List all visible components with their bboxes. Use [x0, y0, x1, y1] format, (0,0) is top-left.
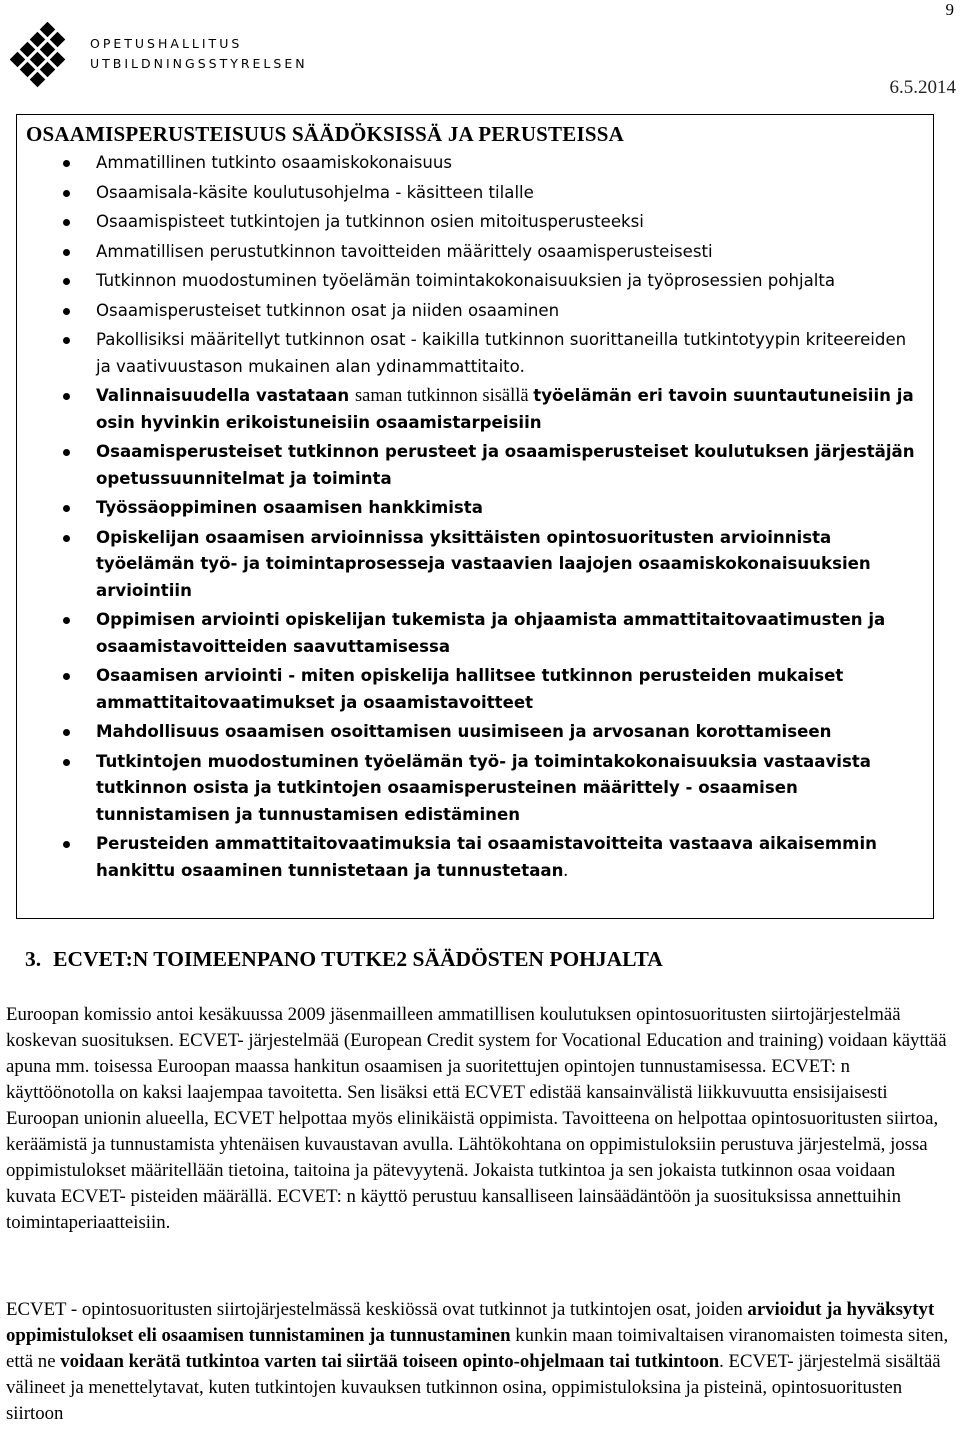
list-item: [26, 439, 919, 492]
section-title: ECVET:N TOIMEENPANO TUTKE2 SÄÄDÖSTEN POHJALTA: [53, 947, 663, 971]
text-run: Valinnaisuudella vastataan: [96, 386, 355, 405]
text-run: Perusteiden ammattitaitovaatimuksia tai osaamistavoitteita vastaava aikaisemmin hankittu osaaminen tunnistetaan ja tunnustetaan: [96, 834, 877, 880]
page-number: 9: [945, 0, 954, 19]
text-run: Ammatillinen tutkinto osaamiskokonaisuus: [96, 153, 453, 172]
text-run: Mahdollisuus osaamisen osoittamisen uusimiseen ja arvosanan korottamiseen: [96, 722, 832, 741]
text-run: Osaamisperusteiset tutkinnon osat ja niiden osaaminen: [96, 300, 560, 320]
organization-name: [90, 34, 308, 74]
text-run: Opiskelijan osaamisen arvioinnissa yksittäisten opintosuoritusten arvioinnista työelämän työ- ja toimintaprosesseja vastaavien laajojen osaamiskokonaisuuksien arviointiin: [96, 527, 871, 600]
list-item: [26, 831, 919, 884]
text-run: työelämän eri tavoin suuntautuneisiin ja osin hyvinkin erikoistuneisiin osaamistarpeisiin: [96, 386, 914, 432]
text-run: Osaamisala-käsite koulutusohjelma - käsitteen tilalle: [96, 182, 534, 202]
list-item: [26, 719, 919, 746]
list-item: [26, 239, 919, 266]
list-item: [26, 749, 919, 829]
text-run: kunkin maan toimivaltaisen viranomaisten toimesta siten, että ne: [6, 1325, 949, 1372]
list-item: [26, 383, 919, 436]
text-run: Osaamispisteet tutkintojen ja tutkinnon osien mitoitusperusteeksi: [96, 212, 644, 231]
text-run: Pakollisiksi määritellyt tutkinnon osat - kaikilla tutkinnon suorittaneilla tutkintotyypin kriteereiden ja vaativuustason mukainen alan ydinammattitaito: [96, 330, 907, 376]
list-item: [26, 525, 919, 605]
bullet-list: [26, 150, 919, 884]
section-heading: [25, 947, 663, 972]
list-item: [26, 298, 919, 325]
list-item: [26, 663, 919, 716]
text-run: voidaan kerätä tutkintoa varten tai siirtää toiseen opinto-ohjelmaan tai tutkintoon: [60, 1351, 720, 1372]
text-run: Tutkinnon muodostuminen työelämän toimintakokonaisuuksien ja työprosessien pohjalta: [96, 271, 836, 290]
org-name-swedish: UTBILDNINGSSTYRELSEN: [90, 56, 308, 71]
text-run: Oppimisen arviointi opiskelijan tukemista ja ohjaamista ammattitaitovaatimusten ja osaamistavoitteiden saavuttamisessa: [96, 610, 886, 656]
text-run: ECVET - opintosuoritusten siirtojärjestelmässä keskiössä ovat tutkinnot ja tutkintojen osat, joiden: [6, 1299, 748, 1320]
list-item: [26, 209, 919, 236]
section-number: 3.: [25, 947, 42, 971]
list-item: [26, 268, 919, 295]
document-date: 6.5.2014: [889, 77, 956, 98]
text-run: Ammatillisen perustutkinnon tavoitteiden määrittely osaamisperusteisesti: [96, 241, 713, 261]
text-run: Työssäoppiminen osaamisen hankkimista: [96, 498, 483, 517]
org-name-finnish: OPETUSHALLITUS: [90, 36, 243, 51]
text-run: .: [519, 356, 525, 377]
text-run: .: [563, 860, 569, 881]
paragraph-ecvet-system: [6, 1297, 950, 1427]
text-run: Osaamisperusteiset tutkinnon perusteet ja osaamisperusteiset koulutuksen järjestäjän opetussuunnitelmat ja toiminta: [96, 442, 915, 488]
list-item: [26, 180, 919, 207]
paragraph-ecvet-intro: [6, 1002, 950, 1236]
text-run: Osaamisen arviointi - miten opiskelija hallitsee tutkinnon perusteiden mukaiset ammattitaitovaatimukset ja osaamistavoitteet: [96, 666, 844, 712]
text-run: Euroopan komissio antoi kesäkuussa 2009 jäsenmailleen ammatillisen koulutuksen opintosuoritusten siirtojärjestelmää koskevan suosituksen. ECVET- järjestelmää (European Credit system for Vocational Education and training) voidaan käyttää apuna mm. toisessa Euroopan maassa hankitun osaamisen ja suoritettujen opintojen tunnustamisessa. ECVET: n käyttöönotolla on kaksi laajempaa tavoitetta. Sen lisäksi että ECVET edistää kansainvälistä liikkuvuutta ensisijaisesti Euroopan unionin alueella, ECVET helpottaa myös elinikäistä oppimista. Tavoitteena on helpottaa opintosuoritusten siirtoa, keräämistä ja tunnustamista yhtenäisen kuvaustavan avulla. Lähtökohtana on oppimistuloksiin perustuva järjestelmä, jossa oppimistulokset määritellään tietoina, taitoina ja pätevyytenä. Jokaista tutkintoa ja sen jokaista tutkinnon osaa voidaan kuvata ECVET- pisteiden määrällä. ECVET: n käyttö perustuu kansalliseen lainsäädäntöön ja suosituksissa annettuihin toimintaperiaatteisiin.: [6, 1004, 947, 1233]
list-item: [26, 150, 919, 177]
text-run: arvioidut ja hyväksytyt oppimistulokset eli osaamisen tunnistaminen ja tunnustaminen: [6, 1299, 935, 1346]
text-run: Tutkintojen muodostuminen työelämän työ- ja toimintakokonaisuuksia vastaavista tutkinnon osista ja tutkintojen osaamisperusteinen määrittely - osaamisen tunnistamisen ja tunnustamisen edistäminen: [96, 751, 871, 824]
list-item: [26, 607, 919, 660]
list-item: [26, 495, 919, 522]
text-run: saman tutkinnon sisällä: [354, 386, 534, 406]
list-item: [26, 327, 919, 380]
opetushallitus-logo-icon: [6, 22, 86, 92]
competence-basis-box: [16, 114, 934, 919]
text-run: . ECVET- järjestelmä sisältää välineet ja menettelytavat, kuten tutkintojen kuvauksen tutkinnon osina, oppimistuloksina ja pisteinä, opintosuoritusten siirtoon: [6, 1351, 941, 1424]
box-title: OSAAMISPERUSTEISUUS SÄÄDÖKSISSÄ JA PERUSTEISSA: [26, 122, 624, 146]
